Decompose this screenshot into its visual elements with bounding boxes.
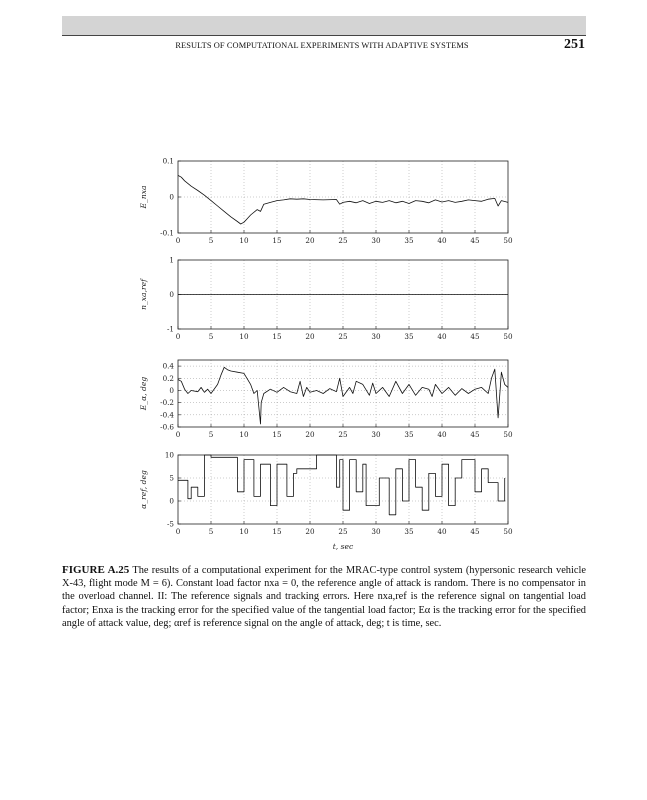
panel-4-y-tick-label: -5 bbox=[166, 519, 174, 529]
panel-1-x-tick-label: 20 bbox=[305, 236, 315, 245]
panel-4-y-axis-label: α_ref, deg bbox=[139, 470, 148, 509]
panel-4-y-tick-label: 0 bbox=[169, 496, 174, 506]
panel-4-x-tick-label: 45 bbox=[470, 527, 480, 536]
panel-1-y-tick-label: 0.1 bbox=[162, 156, 174, 166]
panel-4-x-tick-label: 40 bbox=[437, 527, 447, 536]
panel-2-x-tick-label: 5 bbox=[208, 332, 214, 341]
panel-4-x-tick-label: 15 bbox=[272, 527, 282, 536]
panel-2-y-axis-label: n_xa,ref bbox=[139, 279, 148, 310]
panel-4-x-tick-label: 5 bbox=[208, 527, 214, 536]
panel-2-x-tick-label: 30 bbox=[371, 332, 381, 341]
figure-label: FIGURE A.25 bbox=[62, 564, 130, 576]
panel-2-x-tick-label: 25 bbox=[338, 332, 348, 341]
panel-2-x-tick-label: 35 bbox=[404, 332, 414, 341]
panel-4-x-tick-label: 30 bbox=[371, 527, 381, 536]
panel-3-x-tick-label: 0 bbox=[175, 430, 181, 439]
panel-2-x-tick-label: 50 bbox=[503, 332, 513, 341]
panel-2-y-tick-label: 0 bbox=[169, 290, 174, 299]
panel-1-x-tick-label: 5 bbox=[208, 236, 214, 245]
panel-3-y-tick-label: -0.6 bbox=[160, 422, 174, 432]
page-number: 251 bbox=[564, 37, 585, 52]
panel-2-x-tick-label: 15 bbox=[272, 332, 282, 341]
panel-1-x-tick-label: 40 bbox=[437, 236, 447, 245]
panel-1-x-tick-label: 25 bbox=[338, 236, 348, 245]
panel-3-x-tick-label: 35 bbox=[404, 430, 414, 439]
panel-3-x-tick-label: 5 bbox=[208, 430, 214, 439]
panel-2-x-tick-label: 45 bbox=[470, 332, 480, 341]
panel-3-x-tick-label: 40 bbox=[437, 430, 447, 439]
panel-4-x-tick-label: 50 bbox=[503, 527, 513, 536]
panel-1-x-tick-label: 45 bbox=[470, 236, 480, 245]
panel-3-x-tick-label: 20 bbox=[305, 430, 315, 439]
panel-3-y-tick-label: -0.2 bbox=[160, 398, 174, 408]
panel-3-x-tick-label: 30 bbox=[371, 430, 381, 439]
panel-3-y-tick-label: -0.4 bbox=[160, 410, 174, 420]
panel-2-x-tick-label: 40 bbox=[437, 332, 447, 341]
panel-1-x-tick-label: 10 bbox=[239, 236, 249, 245]
panel-1-x-tick-label: 35 bbox=[404, 236, 414, 245]
panel-4-x-tick-label: 35 bbox=[404, 527, 414, 536]
panel-3-x-tick-label: 45 bbox=[470, 430, 480, 439]
panel-1-x-tick-label: 30 bbox=[371, 236, 381, 245]
panel-1-y-tick-label: 0 bbox=[169, 192, 174, 202]
panel-4-y-tick-label: 5 bbox=[169, 473, 174, 483]
panel-2-x-tick-label: 20 bbox=[305, 332, 315, 341]
panel-1-y-tick-label: -0.1 bbox=[160, 228, 174, 238]
panel-2-y-tick-label: -1 bbox=[166, 324, 174, 334]
panel-3-x-tick-label: 50 bbox=[503, 430, 513, 439]
panel-2-x-tick-label: 10 bbox=[239, 332, 249, 341]
panel-1-y-axis-label: E_nxa bbox=[139, 185, 148, 209]
figure-caption bbox=[62, 564, 586, 630]
panel-1-x-tick-label: 0 bbox=[175, 236, 181, 245]
panel-3-y-tick-label: 0.2 bbox=[162, 373, 174, 383]
panel-4-x-tick-label: 20 bbox=[305, 527, 315, 536]
panel-3-y-axis-label: E_α, deg bbox=[139, 376, 148, 411]
panel-3-x-tick-label: 15 bbox=[272, 430, 282, 439]
panel-3-y-tick-label: 0 bbox=[169, 385, 174, 395]
panel-3-x-tick-label: 10 bbox=[239, 430, 249, 439]
panel-3-x-tick-label: 25 bbox=[338, 430, 348, 439]
running-head: RESULTS OF COMPUTATIONAL EXPERIMENTS WITH ADAPTIVE SYSTEMS bbox=[175, 41, 469, 50]
panel-4-series-line bbox=[178, 455, 505, 515]
panel-4-x-axis-label: t, sec bbox=[332, 542, 354, 551]
panel-3-y-tick-label: 0.4 bbox=[162, 361, 174, 371]
panel-4-x-tick-label: 25 bbox=[338, 527, 348, 536]
caption-text: The results of a computational experiment for the MRAC-type control system (hypersonic research vehicle X-43, flight mode M = 6). Constant load factor nxa = 0, the reference angle of attack is random. There is no compensator in the overload channel. II: The reference signals and tracking errors. Here nxa,ref is the reference signal on tangential load factor; Enxa is the tracking error for the specified value of the tangential load factor; Eα is the tracking error for the specified angle of attack value, deg; αref is reference signal on the angle of attack, deg; t is time, sec. bbox=[62, 565, 586, 629]
panel-1-x-tick-label: 50 bbox=[503, 236, 513, 245]
panel-4-x-tick-label: 10 bbox=[239, 527, 249, 536]
panel-4-x-tick-label: 0 bbox=[175, 527, 181, 536]
panel-2-y-tick-label: 1 bbox=[169, 255, 174, 265]
panel-2-x-tick-label: 0 bbox=[175, 332, 181, 341]
panel-4-y-tick-label: 10 bbox=[164, 450, 174, 460]
panel-1-x-tick-label: 15 bbox=[272, 236, 282, 245]
